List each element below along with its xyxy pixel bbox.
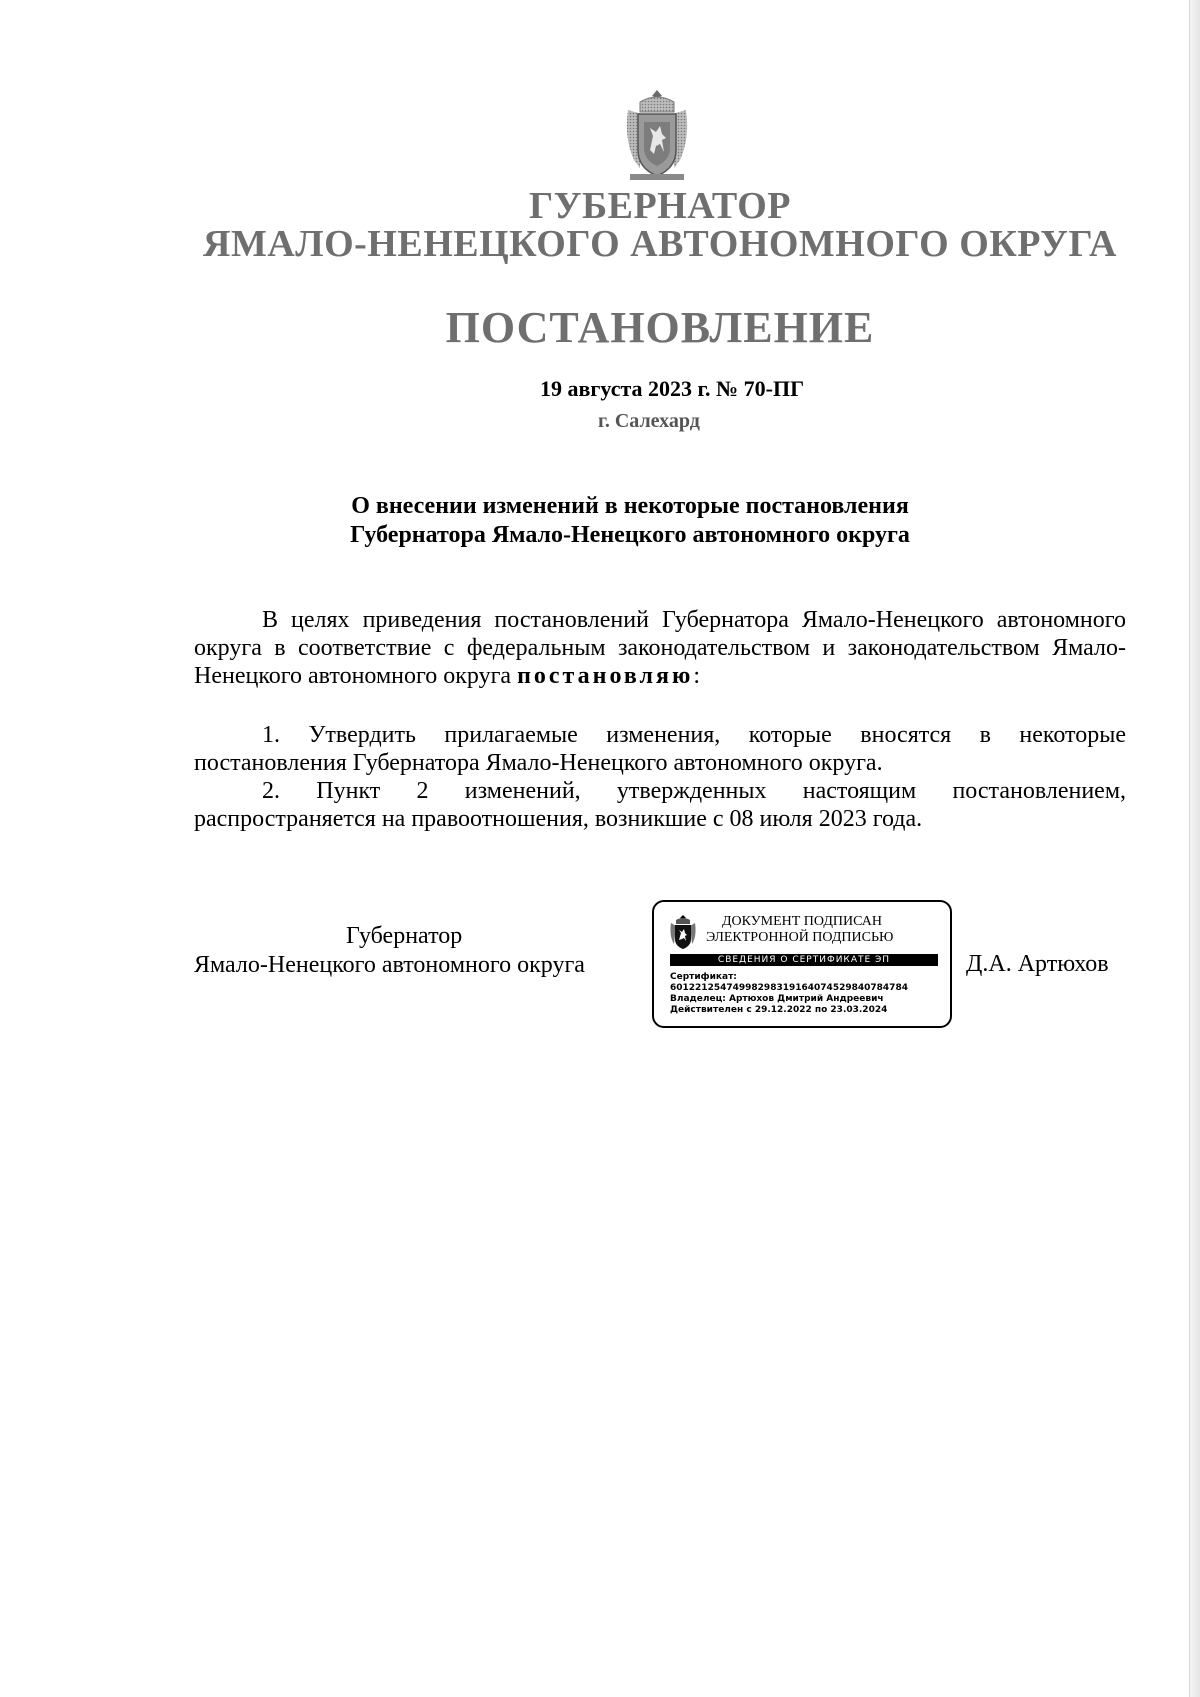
stamp-title-1: ДОКУМЕНТ ПОДПИСАН [722, 914, 882, 929]
cert-label: Сертификат: [670, 972, 737, 982]
document-title [0, 492, 1200, 550]
title-line-2: Губернатора Ямало-Ненецкого автономного округа [350, 522, 910, 548]
intro-colon: : [693, 663, 700, 689]
stamp-emblem-icon [668, 914, 698, 952]
title-line-1: О внесении изменений в некоторые постановления [351, 493, 909, 519]
item-1: 1. Утвердить прилагаемые изменения, которые вносятся в некоторые постановления Губернатора Ямало-Ненецкого автономного округа. [194, 722, 1126, 776]
header-governor: ГУБЕРНАТОР [528, 185, 792, 227]
decree-word: постановляю [517, 663, 694, 689]
stamp-title-2: ЭЛЕКТРОННОЙ ПОДПИСЬЮ [706, 930, 894, 945]
stamp-cert-bar: СВЕДЕНИЯ О СЕРТИФИКАТЕ ЭП [670, 954, 938, 966]
signer-name: Д.А. Артюхов [966, 951, 1109, 977]
intro-text: В целях приведения постановлений Губернатора Ямало-Ненецкого автономного округа в соответствие с федеральным законодательством и законодательством Ямало-Ненецкого автономного округа [194, 607, 1126, 689]
intro-paragraph [194, 606, 1126, 690]
cert-owner: Владелец: Артюхов Дмитрий Андреевич [670, 994, 884, 1004]
cert-valid: Действителен с 29.12.2022 по 23.03.2024 [670, 1005, 888, 1015]
electronic-signature-stamp [652, 900, 952, 1028]
position-line-1: Губернатор [346, 923, 463, 949]
item-2: 2. Пункт 2 изменений, утвержденных настоящим постановлением, распространяется на правоотношения, возникшие с 08 июля 2023 года. [194, 778, 1126, 832]
city: г. Салехард [598, 410, 700, 432]
document-type: ПОСТАНОВЛЕНИЕ [445, 303, 875, 352]
coat-of-arms-icon [620, 88, 694, 184]
stamp-header [706, 914, 946, 946]
position-line-2: Ямало-Ненецкого автономного округа [194, 952, 585, 978]
date-number: 19 августа 2023 г. № 70-ПГ [540, 376, 805, 401]
stamp-details [670, 972, 946, 1016]
cert-number: 6012212547499829831916407452984078​4784 [670, 983, 908, 993]
signature-position [194, 922, 644, 980]
header-okrug: ЯМАЛО-НЕНЕЦКОГО АВТОНОМНОГО ОКРУГА [203, 223, 1117, 265]
decree-items [194, 721, 1126, 833]
